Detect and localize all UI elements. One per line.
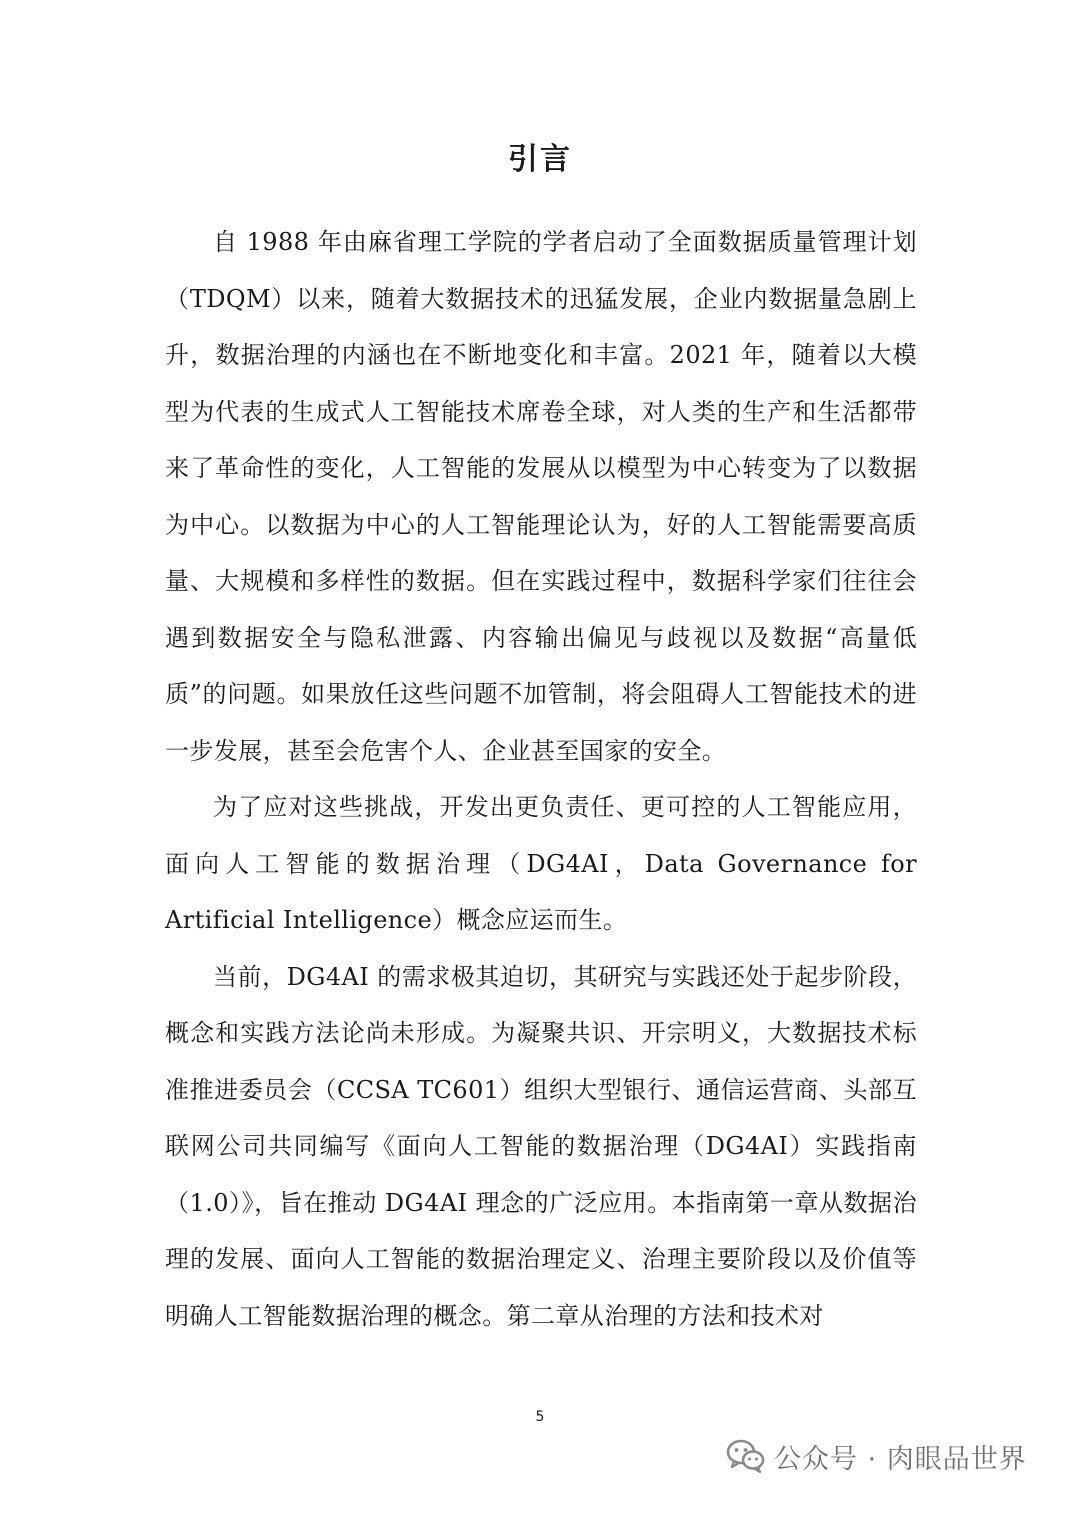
paragraph-3: 当前，DG4AI 的需求极其迫切，其研究与实践还处于起步阶段，概念和实践方法论尚未形成。为凝聚共识、开宗明义，大数据技术标准推进委员会（CCSA TC601）组织大型银行、通信运营商、头部互联网公司共同编写《面向人工智能的数据治理（DG4AI）实践指南（1.0）》，旨在推动 DG4AI 理念的广泛应用。本指南第一章从数据治理的发展、面向人工智能的数据治理定义、治理主要阶段以及价值等明确人工智能数据治理的概念。第二章从治理的方法和技术对 — [165, 962, 917, 1330]
document-body — [165, 214, 917, 1344]
paragraph-2: 为了应对这些挑战，开发出更负责任、更可控的人工智能应用，面向人工智能的数据治理（DG4AI，Data Governance for Artificial Intelligence）概念应运而生。 — [165, 793, 917, 934]
page-title: 引言 — [508, 142, 572, 177]
paragraph-1: 自 1988 年由麻省理工学院的学者启动了全面数据质量管理计划（TDQM）以来，随着大数据技术的迅猛发展，企业内数据量急剧上升，数据治理的内涵也在不断地变化和丰富。2021 年，随着以大模型为代表的生成式人工智能技术席卷全球，对人类的生产和生活都带来了革命性的变化，人工智能的发展从以模型为中心转变为了以数据为中心。以数据为中心的人工智能理论认为，好的人工智能需要高质量、大规模和多样性的数据。但在实践过程中，数据科学家们往往会遇到数据安全与隐私泄露、内容输出偏见与歧视以及数据“高量低质”的问题。如果放任这些问题不加管制，将会阻碍人工智能技术的进一步发展，甚至会危害个人、企业甚至国家的安全。 — [165, 228, 917, 765]
watermark — [726, 1430, 1027, 1482]
wechat-icon — [726, 1438, 766, 1474]
watermark-text: 公众号 · 肉眼品世界 — [774, 1443, 1027, 1475]
page-number: 5 — [535, 1409, 545, 1425]
